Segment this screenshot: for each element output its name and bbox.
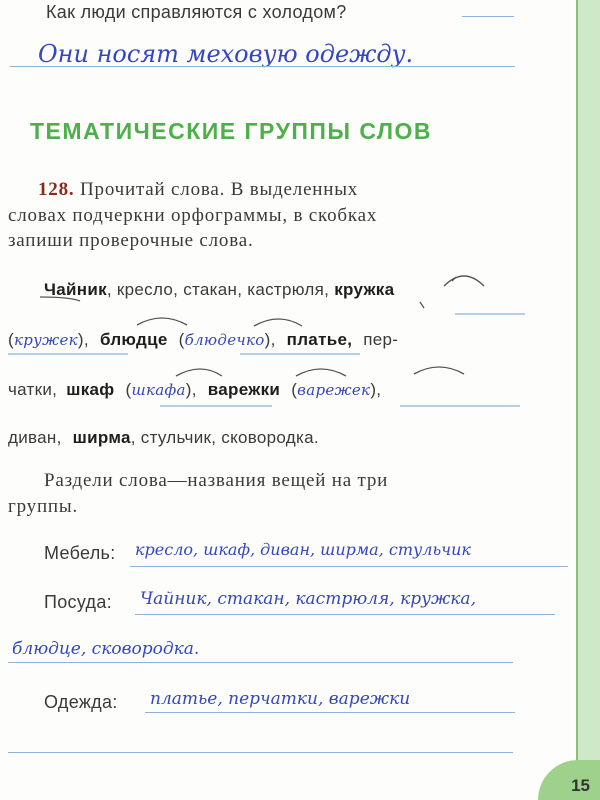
word-kruzhka: кружка <box>334 280 395 299</box>
dishes-rule-2 <box>8 662 513 663</box>
clothes-answer: платье, перчатки, варежки <box>150 689 411 709</box>
paren: ), <box>77 330 89 349</box>
words-text: , стульчик, сковородка. <box>130 428 319 447</box>
check-word-2: блюдечко <box>184 331 265 349</box>
dishes-rule-1 <box>135 614 555 615</box>
dishes-answer-1: Чайник, стакан, кастрюля, кружка, <box>140 589 476 609</box>
word-chaynik: Чайник <box>44 280 107 299</box>
paren: ), <box>370 380 382 399</box>
paren: ), <box>264 330 276 349</box>
dishes-answer-2: блюдце, сковородка. <box>12 639 200 659</box>
clothes-rule-1 <box>145 712 515 713</box>
root-arc <box>137 318 187 325</box>
words-text: диван, <box>8 428 62 447</box>
question-answer: Они носят меховую одежду. <box>38 40 414 68</box>
task2-line-2: группы. <box>8 496 78 517</box>
question-text: Как люди справляются с холодом? <box>46 2 347 22</box>
furniture-answer: кресло, шкаф, диван, ширма, стульчик <box>135 540 471 559</box>
root-arc <box>254 319 302 326</box>
paren: ( <box>125 380 132 399</box>
task2-line-1: Раздели слова—названия вещей на три <box>44 470 389 491</box>
root-arc <box>444 276 484 286</box>
clothes-rule-2 <box>8 752 513 753</box>
check-word-4: варежек <box>297 381 371 399</box>
dishes-label: Посуда: <box>44 592 112 612</box>
words-text: чатки, <box>8 380 58 399</box>
paren: ( <box>8 330 14 349</box>
exercise-line-2: словах подчеркни орфограммы, в скобках <box>8 205 378 226</box>
page-number: 15 <box>571 776 590 795</box>
word-blyudtse: блюдце <box>99 330 168 349</box>
check-word-3: шкафа <box>131 381 186 399</box>
clothes-label: Одежда: <box>44 692 118 712</box>
exercise-number: 128. <box>38 179 75 200</box>
section-heading: ТЕМАТИЧЕСКИЕ ГРУППЫ СЛОВ <box>30 118 433 144</box>
root-arc <box>414 367 464 374</box>
word-shkaf: шкаф <box>66 380 115 399</box>
furniture-label: Мебель: <box>44 543 116 563</box>
exercise-line-1: Прочитай слова. В выделенных <box>80 179 359 200</box>
paren: ( <box>178 330 185 349</box>
orthogram-underline <box>40 297 80 301</box>
word-platye: платье, <box>286 330 353 349</box>
paren: ( <box>291 380 298 399</box>
exercise-line-3: запиши проверочные слова. <box>8 230 254 251</box>
words-text: пер- <box>363 330 399 349</box>
furniture-rule <box>130 566 568 567</box>
root-arc <box>176 369 222 376</box>
paren: ), <box>185 380 197 399</box>
word-shirma: ширма <box>72 428 131 447</box>
word-varezhki: варежки <box>207 380 281 399</box>
root-arc <box>296 369 346 376</box>
check-word-1: кружек <box>13 331 78 349</box>
words-text: , кресло, стакан, кастрюля, <box>106 280 330 299</box>
